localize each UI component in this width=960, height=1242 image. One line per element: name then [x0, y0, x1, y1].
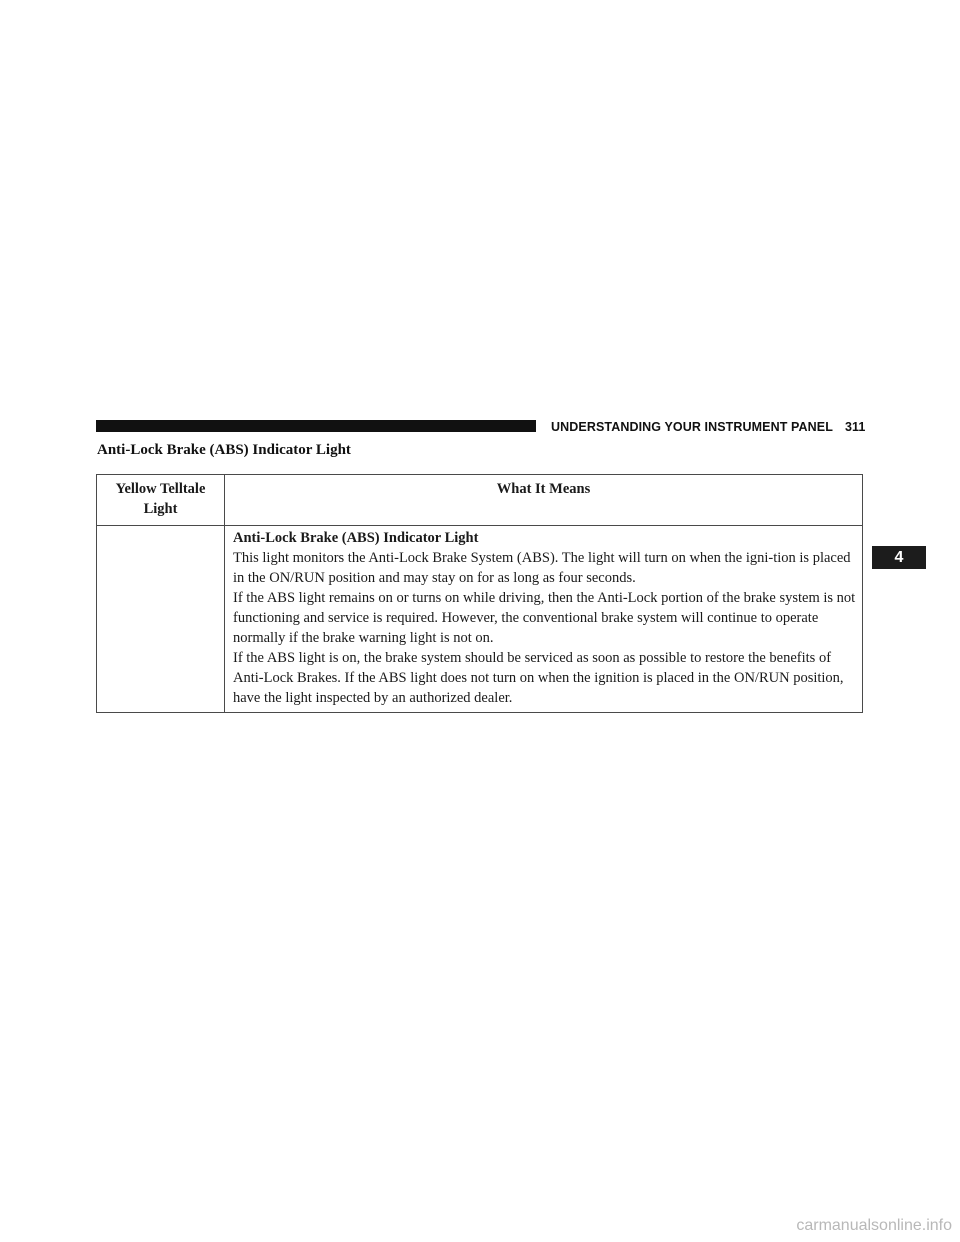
table-header-row [97, 475, 863, 526]
page-number: 311 [844, 420, 866, 434]
meaning-cell [225, 526, 863, 713]
telltale-table [96, 474, 863, 713]
column-header-telltale-line2: Light [143, 501, 178, 517]
header-rule [96, 420, 536, 432]
column-header-meaning: What It Means [225, 475, 863, 526]
column-header-telltale [97, 475, 225, 526]
meaning-paragraph: This light monitors the Anti-Lock Brake System (ABS). The light will turn on when the igni-tion is placed in the ON/RUN position and may stay on for as long as four seconds. [233, 550, 851, 586]
watermark: carmanualsonline.info [796, 1217, 952, 1234]
chapter-tab: 4 [872, 546, 926, 569]
telltale-cell [97, 526, 225, 713]
meaning-paragraph: If the ABS light remains on or turns on while driving, then the Anti-Lock portion of the brake system is not functioning and service is required. However, the conventional brake system will continue to operate normally if the brake warning light is not on. [233, 590, 856, 646]
entry-title: Anti-Lock Brake (ABS) Indicator Light [233, 530, 479, 546]
running-header [551, 419, 871, 435]
meaning-paragraph: If the ABS light is on, the brake system should be serviced as soon as possible to restore the benefits of Anti-Lock Brakes. If the ABS light does not turn on when the ignition is placed in the ON/RUN position, have the light inspected by an authorized dealer. [233, 650, 844, 706]
column-header-telltale-line1: Yellow Telltale [115, 481, 206, 497]
running-title: UNDERSTANDING YOUR INSTRUMENT PANEL [551, 420, 833, 434]
table-row [97, 526, 863, 713]
section-title: Anti-Lock Brake (ABS) Indicator Light [97, 442, 351, 458]
